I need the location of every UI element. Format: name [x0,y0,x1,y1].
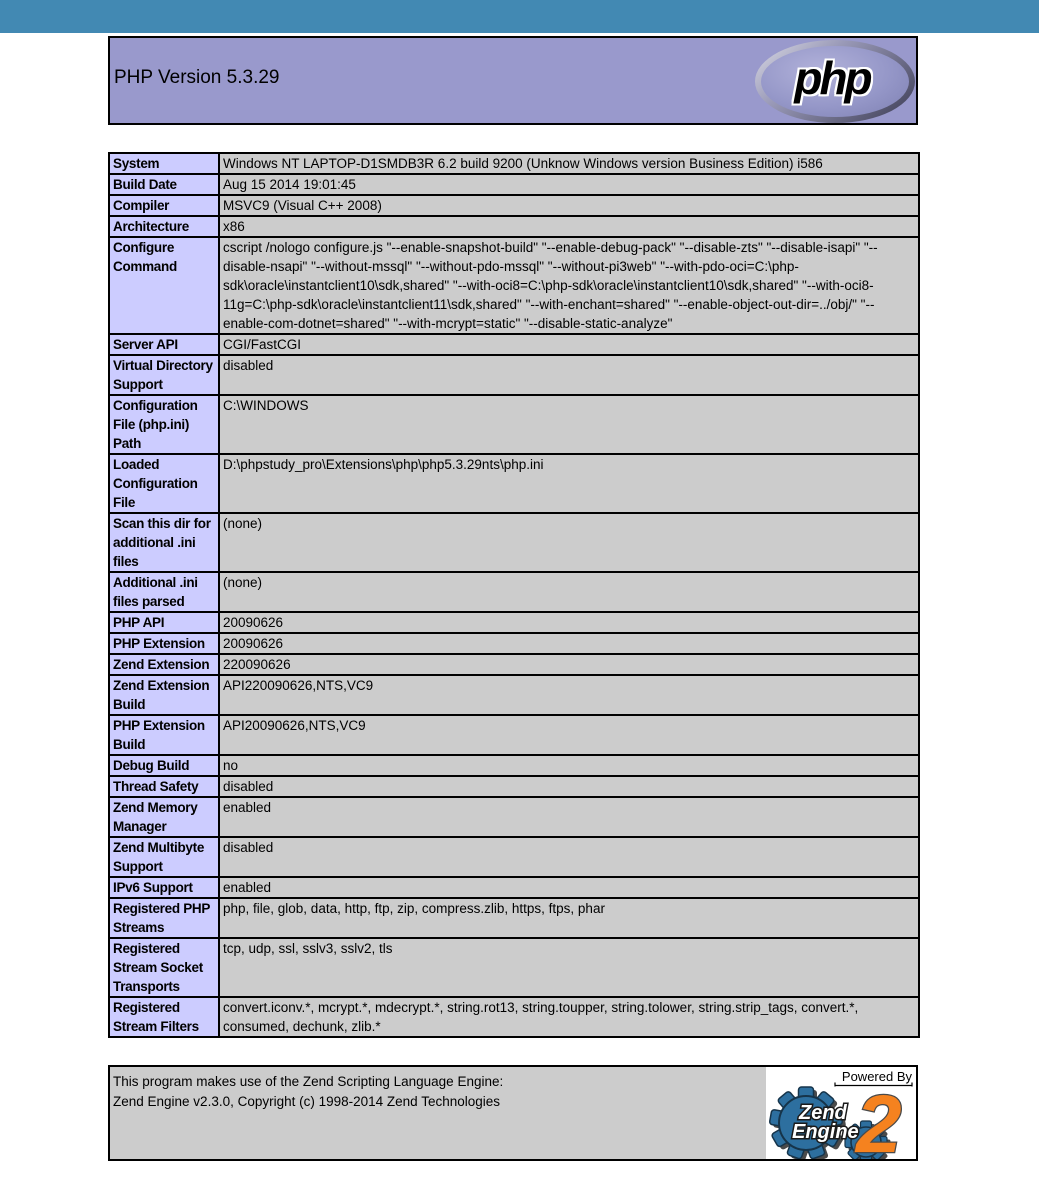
row-value: disabled [219,837,919,877]
table-row [109,174,919,195]
table-row [109,997,919,1037]
row-value: tcp, udp, ssl, sslv3, sslv2, tls [219,938,919,997]
table-row [109,454,919,513]
zend-engine-note: This program makes use of the Zend Scripting Language Engine: [113,1074,504,1089]
row-label: Scan this dir for additional .ini files [109,513,219,572]
table-row [109,195,919,216]
row-value: no [219,755,919,776]
table-row [109,776,919,797]
row-value: php, file, glob, data, http, ftp, zip, compress.zlib, https, ftps, phar [219,898,919,938]
header-box [108,36,918,125]
page-title: PHP Version 5.3.29 [114,66,280,88]
table-row [109,237,919,334]
powered-by-label: Powered By [841,1069,912,1084]
row-label: PHP Extension Build [109,715,219,755]
table-row [109,675,919,715]
row-label: Thread Safety [109,776,219,797]
row-label: Loaded Configuration File [109,454,219,513]
row-label: Zend Extension [109,654,219,675]
phpinfo-page [108,36,918,1161]
table-row [109,612,919,633]
top-bar [0,0,1039,33]
table-row [109,153,919,174]
row-label: Build Date [109,174,219,195]
row-label: Zend Extension Build [109,675,219,715]
table-row [109,395,919,454]
row-label: Server API [109,334,219,355]
row-label: Registered Stream Socket Transports [109,938,219,997]
row-label: Architecture [109,216,219,237]
row-value: x86 [219,216,919,237]
zend-engine-logo [766,1067,916,1159]
row-value: D:\phpstudy_pro\Extensions\php\php5.3.29nts\php.ini [219,454,919,513]
zend-engine-version: Zend Engine v2.3.0, Copyright (c) 1998-2014 Zend Technologies [113,1094,500,1109]
row-label: Registered PHP Streams [109,898,219,938]
table-row [109,755,919,776]
row-value: disabled [219,355,919,395]
row-value: Windows NT LAPTOP-D1SMDB3R 6.2 build 9200 (Unknow Windows version Business Edition) i586 [219,153,919,174]
info-table [108,152,920,1038]
row-value: API220090626,NTS,VC9 [219,675,919,715]
table-row [109,572,919,612]
table-row [109,334,919,355]
php-logo-text: php [794,51,870,104]
row-label: System [109,153,219,174]
table-row [109,877,919,898]
row-value: 20090626 [219,633,919,654]
php-logo-ellipse [761,46,909,117]
table-row [109,355,919,395]
row-label: Compiler [109,195,219,216]
row-value: MSVC9 (Visual C++ 2008) [219,195,919,216]
engine-word: Engine [792,1121,859,1143]
row-value: enabled [219,797,919,837]
table-row [109,837,919,877]
row-label: Zend Memory Manager [109,797,219,837]
row-label: Configure Command [109,237,219,334]
zend-footer [108,1065,918,1161]
table-row [109,898,919,938]
row-value: (none) [219,513,919,572]
table-row [109,513,919,572]
row-label: Additional .ini files parsed [109,572,219,612]
row-value: 20090626 [219,612,919,633]
zend-word: Zend [799,1102,847,1124]
row-value: CGI/FastCGI [219,334,919,355]
row-value: (none) [219,572,919,612]
row-label: Virtual Directory Support [109,355,219,395]
row-value: convert.iconv.*, mcrypt.*, mdecrypt.*, string.rot13, string.toupper, string.tolower, string.strip_tags, convert.*, consumed, dechunk, zlib.* [219,997,919,1037]
php-logo-icon [755,40,915,123]
row-label: IPv6 Support [109,877,219,898]
info-table-body [109,153,919,1037]
row-value: cscript /nologo configure.js "--enable-snapshot-build" "--enable-debug-pack" "--disable-zts" "--disable-isapi" "--disable-nsapi" "--without-mssql" "--without-pdo-mssql" "--without-pi3web" "--with-pdo-oci=C:\php-sdk\oracle\instantclient10\sdk,shared" "--with-oci8=C:\php-sdk\oracle\instantclient10\sdk,shared" "--with-oci8-11g=C:\php-sdk\oracle\instantclient11\sdk,shared" "--with-enchant=shared" "--enable-object-out-dir=../obj/" "--enable-com-dotnet=shared" "--with-mcrypt=static" "--disable-static-analyze" [219,237,919,334]
row-label: PHP API [109,612,219,633]
row-label: Registered Stream Filters [109,997,219,1037]
table-row [109,938,919,997]
zend-engine2-icon [766,1067,916,1159]
row-value: disabled [219,776,919,797]
row-label: Configuration File (php.ini) Path [109,395,219,454]
row-value: API20090626,NTS,VC9 [219,715,919,755]
row-label: PHP Extension [109,633,219,654]
row-value: enabled [219,877,919,898]
row-label: Debug Build [109,755,219,776]
table-row [109,633,919,654]
row-value: 220090626 [219,654,919,675]
row-label: Zend Multibyte Support [109,837,219,877]
zend-engine-2-numeral: 2 [856,1079,902,1159]
table-row [109,797,919,837]
table-row [109,216,919,237]
row-value: C:\WINDOWS [219,395,919,454]
row-value: Aug 15 2014 19:01:45 [219,174,919,195]
table-row [109,715,919,755]
table-row [109,654,919,675]
